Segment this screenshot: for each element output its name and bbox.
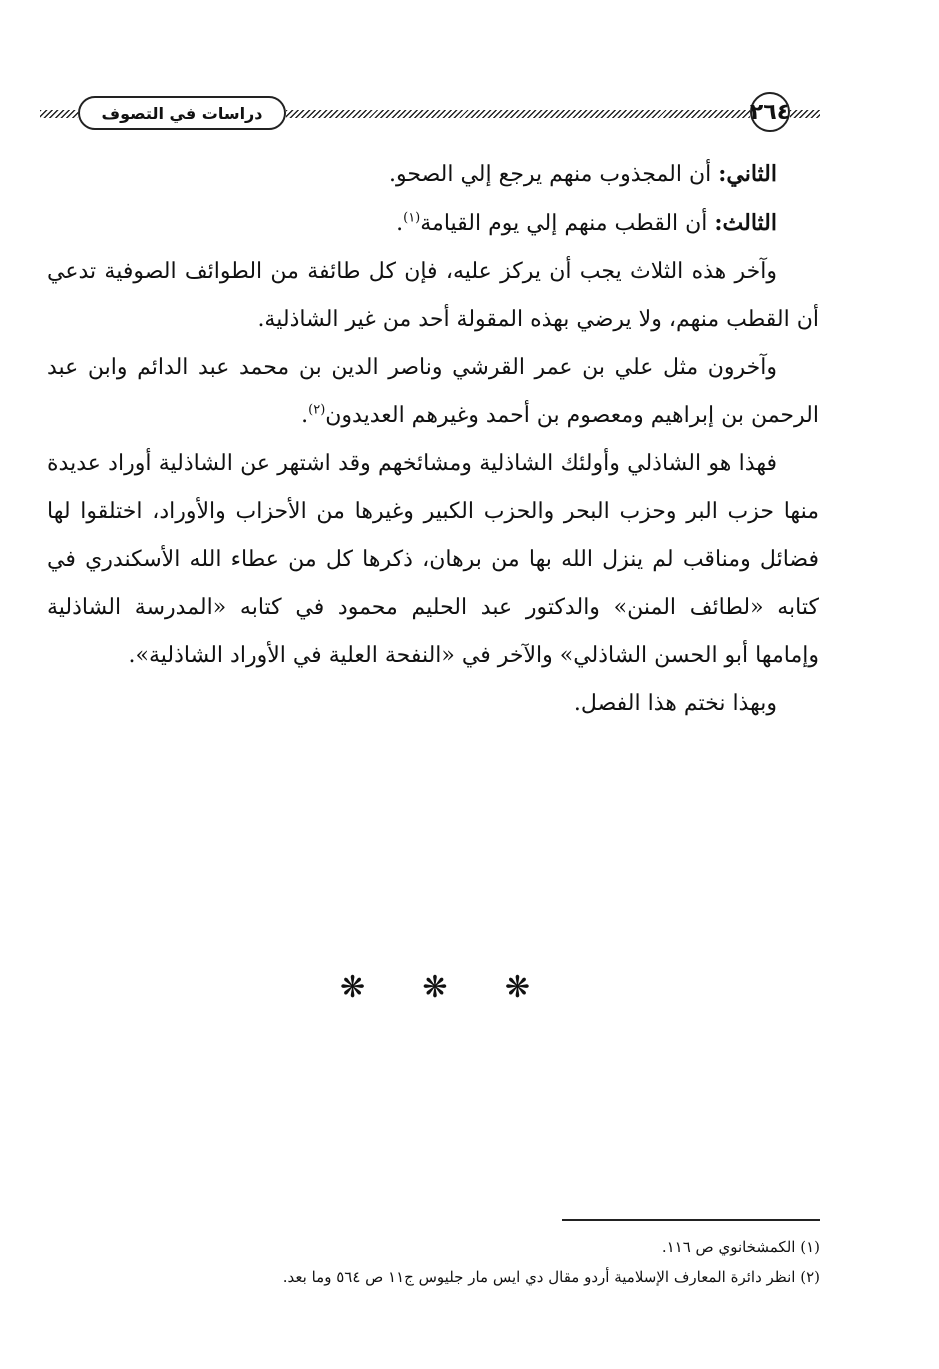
label-third: الثالث:: [714, 210, 777, 236]
asterism-star: ❋: [422, 970, 448, 1005]
footnote-ref-2: (٢): [308, 402, 326, 418]
footnote-rule: [562, 1219, 820, 1221]
header-rope-right: [790, 110, 820, 118]
label-second: الثاني:: [718, 161, 777, 187]
footnote-ref-1: (١): [403, 210, 421, 226]
page-number: ٢٦٤: [750, 92, 790, 132]
paragraph-2: [47, 344, 819, 440]
paragraph-3: فهذا هو الشاذلي وأولئك الشاذلية ومشائخهم وقد اشتهر عن الشاذلية أوراد عديدة منها حزب البر وحزب البحر والحزب الكبير وغيرها من الأحزاب والأوراد، اختلقوا لها فضائل ومناقب لم ينزل الله بها من برهان، ذكرها كل من عطاء الله الأسكندري في كتابه «لطائف المنن» والدكتور عبد الحليم محمود في كتابه «المدرسة الشاذلية وإمامها أبو الحسن الشاذلي» والآخر في «النفحة العلية في الأوراد الشاذلية».: [47, 451, 819, 668]
footnote-1: (١) الكمشخانوي ص ١١٦.: [661, 1238, 820, 1256]
running-title: دراسات في التصوف: [78, 96, 286, 130]
text-third: أن القطب منهم إلي يوم القيامة: [420, 211, 715, 236]
header-rope-middle: [286, 110, 750, 118]
line-second: [47, 150, 819, 199]
paragraph-4: وبهذا نختم هذا الفصل.: [573, 691, 777, 716]
footnotes: [180, 1232, 820, 1292]
page-header: [40, 90, 820, 138]
paragraph-1: وآخر هذه الثلاث يجب أن يركز عليه، فإن كل طائفة من الطوائف الصوفية تدعي أن القطب منهم، ولا يرضي بهذه المقولة أحد من غير الشاذلية.: [47, 259, 819, 332]
text-third-end: .: [396, 211, 404, 236]
header-rope-left: [40, 110, 78, 118]
asterism-star: ❋: [504, 970, 530, 1005]
footnote-2: (٢) انظر دائرة المعارف الإسلامية أردو مقال دي ايس مار جليوس ج١١ ص ٥٦٤ وما بعد.: [282, 1268, 820, 1286]
section-separator: [340, 970, 530, 1010]
main-text: [47, 150, 819, 728]
line-third: [47, 199, 819, 248]
asterism-star: ❋: [340, 970, 366, 1005]
paragraph-2-end: .: [301, 403, 309, 428]
paragraph-2-text: وآخرون مثل علي بن عمر القرشي وناصر الدين بن محمد عبد الدائم وابن عبد الرحمن بن إبراهيم ومعصوم بن أحمد وغيرهم العديدون: [47, 355, 819, 428]
text-second: أن المجذوب منهم يرجع إلي الصحو.: [389, 162, 719, 187]
